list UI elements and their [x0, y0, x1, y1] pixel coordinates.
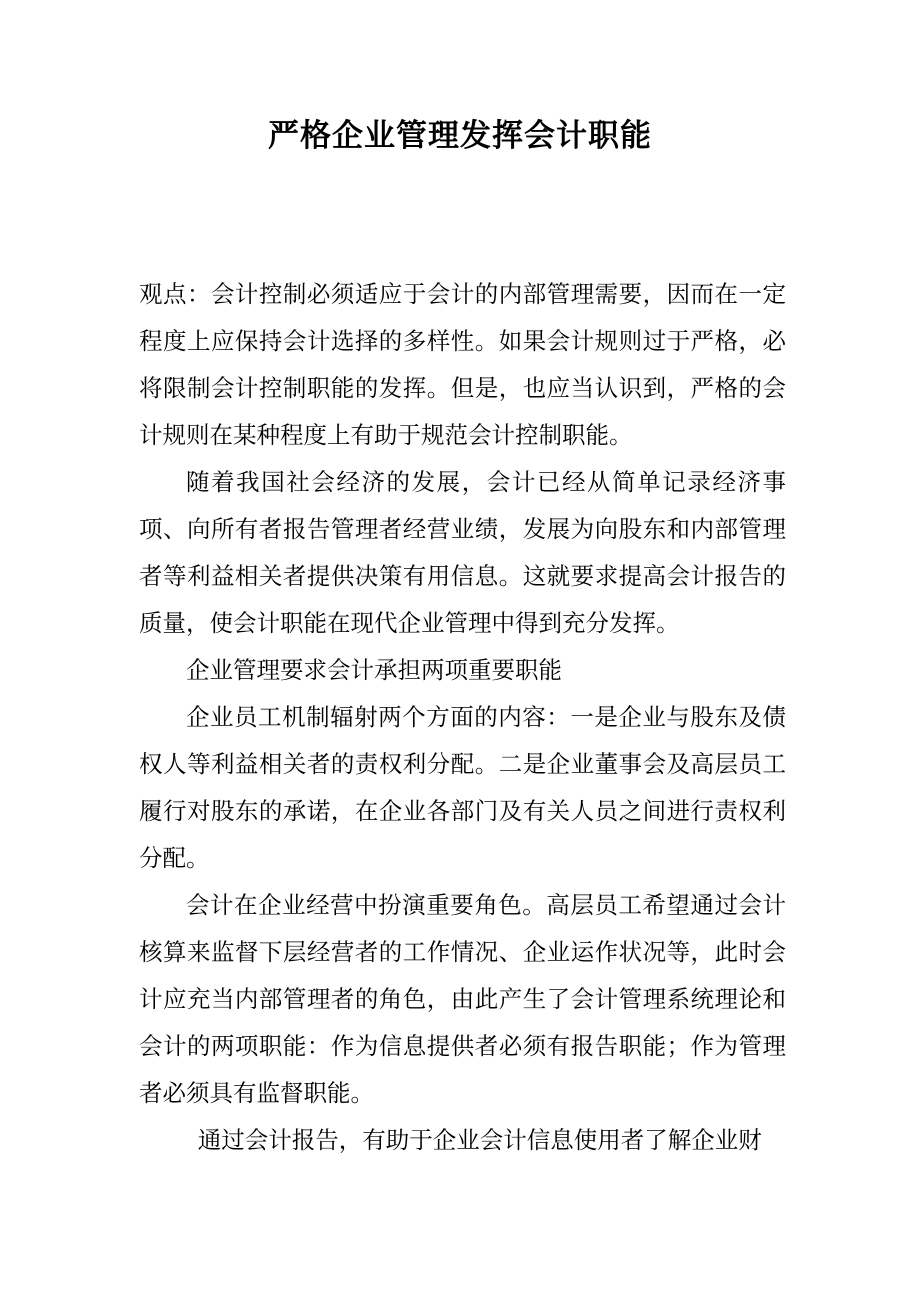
paragraph-viewpoint: 观点：会计控制必须适应于会计的内部管理需要，因而在一定程度上应保持会计选择的多样性。如果会计规则过于严格，必将限制会计控制职能的发挥。但是，也应当认识到，严格的会计规则在某种程度上有助于规范会计控制职能。	[139, 280, 786, 449]
section-heading: 企业管理要求会计承担两项重要职能	[186, 656, 562, 684]
paragraph-development: 随着我国社会经济的发展，会计已经从简单记录经济事项、向所有者报告管理者经营业绩，发展为向股东和内部管理者等利益相关者提供决策有用信息。这就要求提高会计报告的质量，使会计职能在现代企业管理中得到充分发挥。	[139, 468, 786, 637]
document-title: 严格企业管理发挥会计职能	[268, 118, 652, 154]
paragraph-employee-mechanism: 企业员工机制辐射两个方面的内容：一是企业与股东及债权人等利益相关者的责权利分配。二是企业董事会及高层员工履行对股东的承诺，在企业各部门及有关人员之间进行责权利分配。	[139, 703, 786, 872]
document-body	[139, 271, 786, 1164]
paragraph-accounting-role: 会计在企业经营中扮演重要角色。高层员工希望通过会计核算来监督下层经营者的工作情况、企业运作状况等，此时会计应充当内部管理者的角色，由此产生了会计管理系统理论和会计的两项职能：作为信息提供者必须有报告职能；作为管理者必须具有监督职能。	[139, 891, 786, 1107]
paragraph-accounting-report: 通过会计报告，有助于企业会计信息使用者了解企业财	[197, 1126, 762, 1154]
